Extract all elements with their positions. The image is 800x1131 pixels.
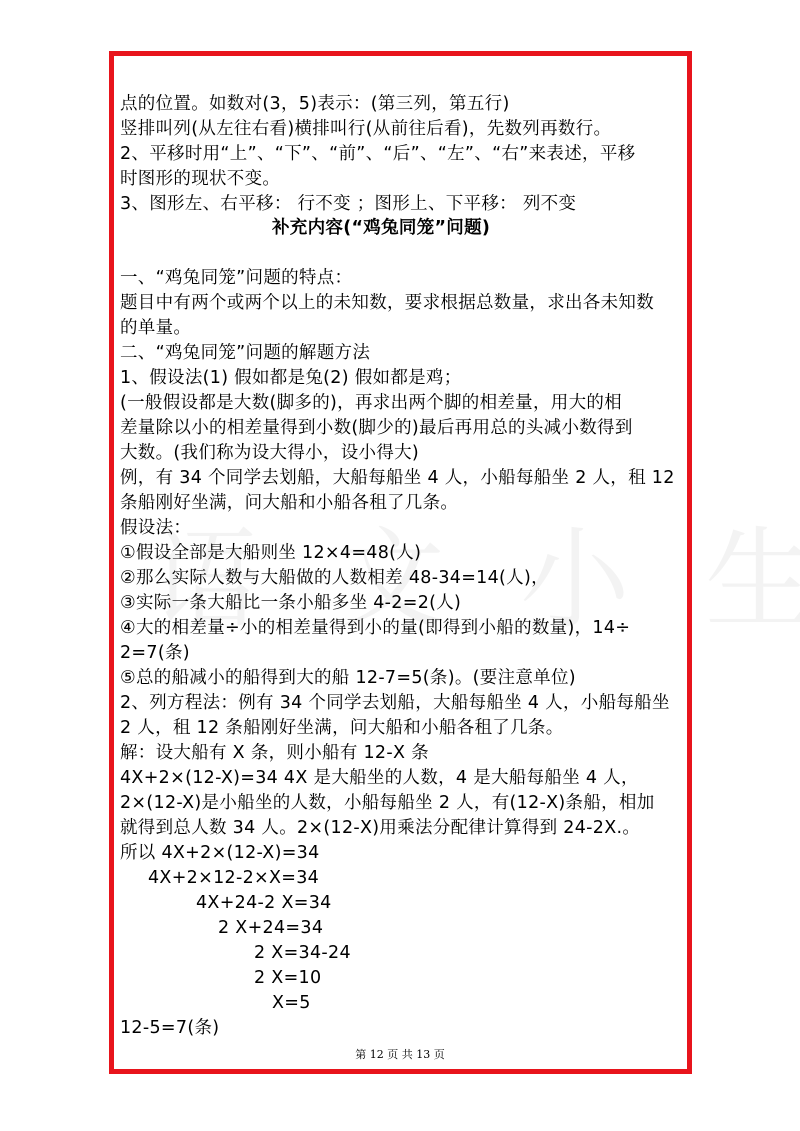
text-line: 题目中有两个或两个以上的未知数，要求根据总数量，求出各未知数 [120, 293, 654, 313]
text-line: 假设法： [120, 518, 192, 538]
text-line: 解：设大船有 X 条，则小船有 12-X 条 [120, 743, 429, 763]
text-line: 差量除以小的相差量得到小数(脚少的)最后再用总的头减小数得到 [120, 418, 633, 438]
equation-step: 2 X+24=34 [218, 918, 324, 938]
text-line: ④大的相差量÷小的相差量得到小的量(即得到小船的数量)，14÷ [120, 618, 631, 638]
text-line: ②那么实际人数与大船做的人数相差 48-34=14(人)， [120, 568, 549, 588]
text-line: ⑤总的船减小的船得到大的船 12-7=5(条)。(要注意单位) [120, 668, 576, 688]
text-line: 就得到总人数 34 人。2×(12-X)用乘法分配律计算得到 24-2X.。 [120, 818, 641, 838]
text-line: 12-5=7(条) [120, 1018, 220, 1038]
text-line: 例，有 34 个同学去划船，大船每船坐 4 人，小船每船坐 2 人，租 12 [120, 468, 675, 488]
text-line: ③实际一条大船比一条小船多坐 4-2=2(人) [120, 593, 462, 613]
equation-step: X=5 [272, 993, 311, 1013]
text-line: 3、图形左、右平移： 行不变 ；图形上、下平移： 列不变 [120, 194, 577, 214]
text-line: 2×(12-X)是小船坐的人数，小船每船坐 2 人，有(12-X)条船，相加 [120, 793, 655, 813]
heading-1: 一、“鸡兔同笼”问题的特点： [120, 268, 353, 288]
text-line: 时图形的现状不变。 [120, 169, 281, 189]
text-line: ①假设全部是大船则坐 12×4=48(人) [120, 543, 422, 563]
text-line: 点的位置。如数对(3，5)表示：(第三列，第五行) [120, 94, 510, 114]
equation-step: 2 X=34-24 [254, 943, 351, 963]
text-line: 大数。(我们称为设大得小，设小得大) [120, 443, 420, 463]
text-line: 2、列方程法：例有 34 个同学去划船，大船每船坐 4 人，小船每船坐 [120, 693, 670, 713]
equation-step: 4X+24-2 X=34 [196, 893, 332, 913]
equation-line: 所以 4X+2×(12-X)=34 [120, 843, 320, 863]
page-footer: 第 12 页 共 13 页 [355, 1048, 445, 1061]
text-line: 竖排叫列(从左往右看)横排叫行(从前往后看)，先数列再数行。 [120, 119, 612, 139]
text-line: 2=7(条) [120, 643, 190, 663]
text-line: 2、平移时用“上”、“下”、“前”、“后”、“左”、“右”来表述，平移 [120, 144, 636, 164]
text-line: 1、假设法(1) 假如都是兔(2) 假如都是鸡； [120, 368, 462, 388]
equation-step: 4X+2×12-2×X=34 [148, 868, 320, 888]
equation-line: 4X+2×(12-X)=34 4X 是大船坐的人数，4 是大船每船坐 4 人， [120, 768, 639, 788]
text-line: 2 人，租 12 条船刚好坐满，问大船和小船各租了几条。 [120, 718, 564, 738]
text-line: 条船刚好坐满，问大船和小船各租了几条。 [120, 493, 459, 513]
heading-2: 二、“鸡兔同笼”问题的解题方法 [120, 343, 371, 363]
text-line: 的单量。 [120, 318, 192, 338]
section-title: 补充内容(“鸡兔同笼”问题) [272, 218, 491, 238]
equation-step: 2 X=10 [254, 968, 322, 988]
text-line: (一般假设都是大数(脚多的)，再求出两个脚的相差量，用大的相 [120, 393, 622, 413]
